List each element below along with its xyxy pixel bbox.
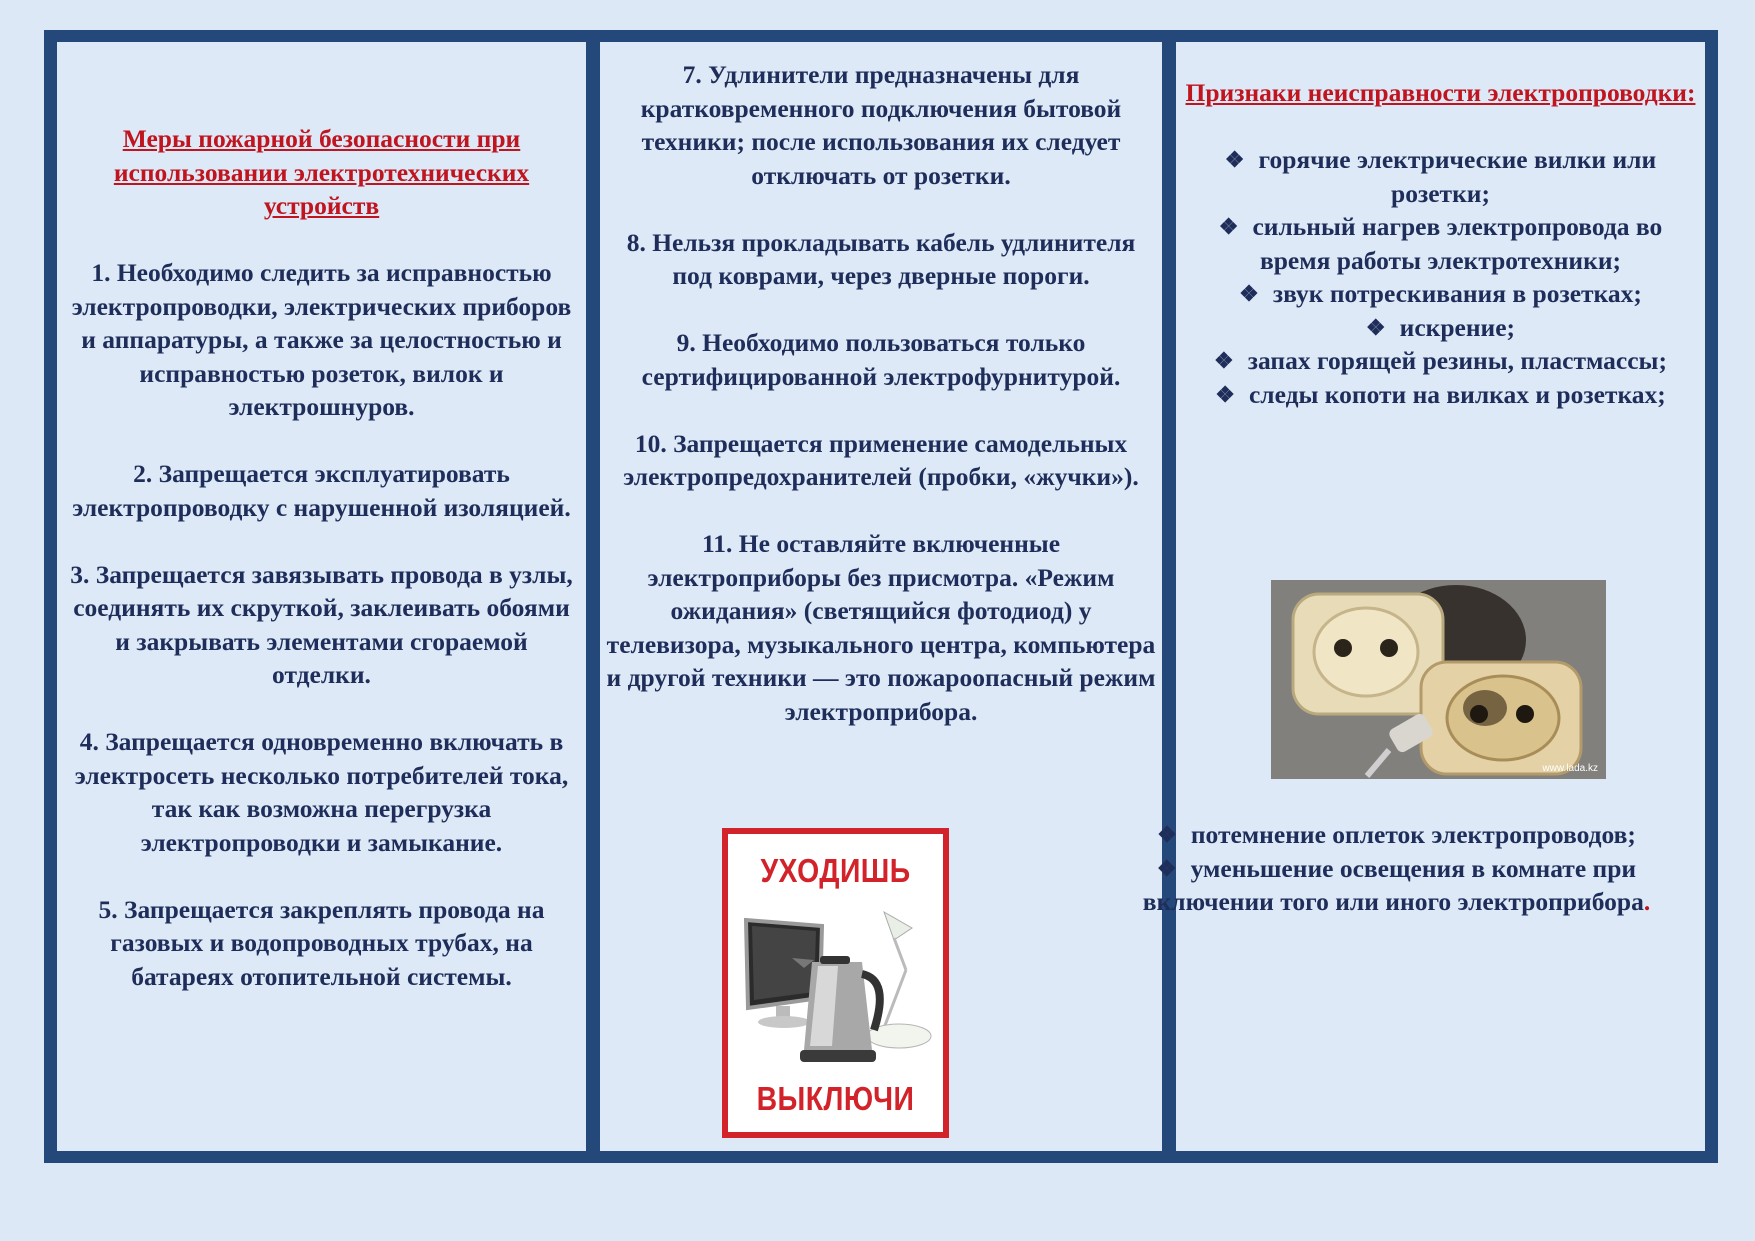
list-item: ❖ сильный нагрев электропровода во время работы электротехники; [1218,212,1663,275]
photo-watermark: www.lada.kz [1542,763,1598,774]
left-heading: Меры пожарной безопасности при использовании электротехнических устройств [113,124,530,220]
rule-7: 7. Удлинители предназначены для кратковременного подключения бытовой техники; после использования их следует отключать от розетки. [640,60,1122,190]
unplug-warning-sign [722,828,949,1138]
diamond-bullet-icon: ❖ [1365,314,1386,340]
rule-1: 1. Необходимо следить за исправностью электропроводки, электрических приборов и аппаратуры, а также за целостностью и исправностью розеток, вилок и электрошнуров. [71,258,572,421]
rule-4: 4. Запрещается одновременно включать в электросеть несколько потребителей тока, так как возможна перегрузка электропроводки и замыкание. [74,727,569,857]
list-item: ❖ горячие электрические вилки или розетки; [1224,145,1657,208]
final-period: . [1643,887,1651,916]
burnt-sockets-photo [1271,580,1606,779]
list-item: ❖ искрение; [1184,311,1697,345]
fault-signs-list-continued [1132,818,1661,1229]
diamond-bullet-icon: ❖ [1215,381,1235,407]
rule-3: 3. Запрещается завязывать провода в узлы, соединять их скруткой, заклеивать обоями и закрывать элементами сгораемой отделки. [70,559,573,689]
appliances-illustration [734,910,939,1090]
sign-top-text: УХОДИШЬ [760,852,911,889]
diamond-bullet-icon: ❖ [1156,855,1177,881]
rule-11: 11. Не оставляйте включенные электроприборы без присмотра. «Режим ожидания» (светящийся фотодиод) у телевизора, музыкального центра, компьютера и другой техники — это пожароопасный режим электроприбора. [606,529,1156,726]
diamond-bullet-icon: ❖ [1239,281,1259,306]
fault-signs-list [1184,143,1697,411]
rule-9: 9. Необходимо пользоваться только сертифицированной электрофурнитурой. [641,328,1121,391]
fault-signs-list-bottom [1132,818,1661,919]
rule-5: 5. Запрещается закреплять провода на газовых и водопроводных трубах, на батареях отопительной системы. [98,894,545,991]
diamond-bullet-icon: ❖ [1214,348,1234,373]
list-item: ❖ уменьшение освещения в комнате при включении того или иного электроприбора. [1142,853,1651,916]
list-item: ❖ потемнение оплеток электропроводов; [1132,818,1661,852]
rule-2: 2. Запрещается эксплуатировать электропроводку с нарушенной изоляцией. [72,459,571,522]
diamond-bullet-icon: ❖ [1224,147,1245,172]
list-item: ❖ звук потрескивания в розетках; [1184,277,1697,311]
burnt-sockets-illustration [1271,580,1606,779]
list-item: ❖ запах горящей резины, пластмассы; [1184,344,1697,378]
sign-bottom-text: ВЫКЛЮЧИ [756,1080,915,1117]
left-panel [57,42,586,1151]
rule-8: 8. Нельзя прокладывать кабель удлинителя под коврами, через дверные пороги. [626,227,1136,290]
rule-10: 10. Запрещается применение самодельных электропредохранителей (пробки, «жучки»). [623,428,1139,491]
diamond-bullet-icon: ❖ [1218,214,1239,239]
diamond-bullet-icon: ❖ [1157,822,1177,847]
right-heading: Признаки неисправности электропроводки: [1185,78,1696,107]
list-item: ❖ следы копоти на вилках и розетках; [1184,378,1697,412]
